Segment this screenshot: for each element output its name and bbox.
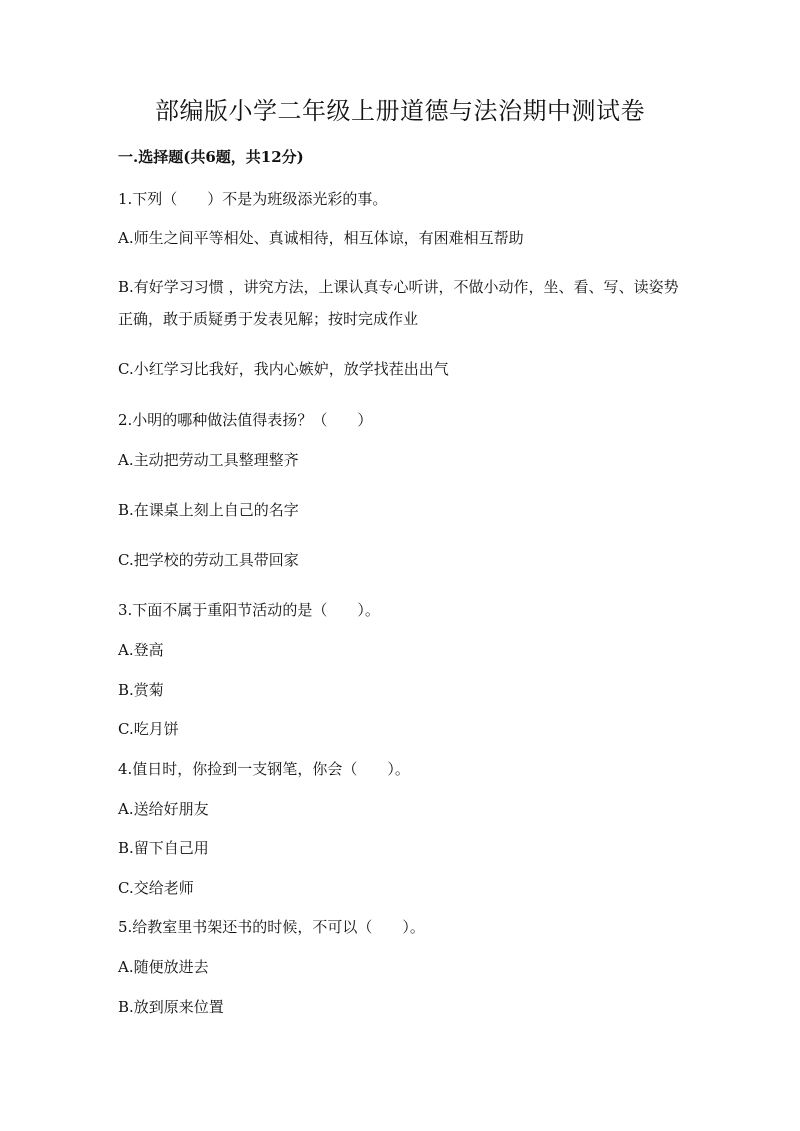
question-option: C.交给老师 [118,879,194,897]
page-title: 部编版小学二年级上册道德与法治期中测试卷 [155,97,645,125]
question-stem: 5.给教室里书架还书的时候，不可以（ ）。 [118,918,425,936]
question-option: A.送给好朋友 [118,800,209,818]
question-option: C.把学校的劳动工具带回家 [118,551,299,569]
question-option: B.有好学习习惯 ，讲究方法，上课认真专心听讲，不做小动作，坐、看、写、读姿势正确，敢于质疑勇于发表见解；按时完成作业 [118,278,679,328]
question-option: B.在课桌上刻上自己的名字 [118,501,299,519]
question-option: A.登高 [118,641,164,659]
question-stem: 4.值日时，你捡到一支钢笔，你会（ ）。 [118,760,410,778]
question-stem: 1.下列（ ）不是为班级添光彩的事。 [118,190,388,208]
question-option: B.留下自己用 [118,839,209,857]
question-option: B.放到原来位置 [118,998,224,1016]
question-stem: 3.下面不属于重阳节活动的是（ ）。 [118,601,380,619]
question-option: A.随便放进去 [118,958,209,976]
question-option: A.主动把劳动工具整理整齐 [118,451,299,469]
question-option: A.师生之间平等相处、真诚相待，相互体谅，有困难相互帮助 [118,229,524,247]
question-option: B.赏菊 [118,681,164,699]
question-option: C.小红学习比我好，我内心嫉妒，放学找茬出出气 [118,360,449,378]
question-option: C.吃月饼 [118,720,179,738]
section-heading: 一.选择题(共6题，共12分) [118,148,304,166]
question-stem: 2.小明的哪种做法值得表扬？（ ） [118,411,373,429]
